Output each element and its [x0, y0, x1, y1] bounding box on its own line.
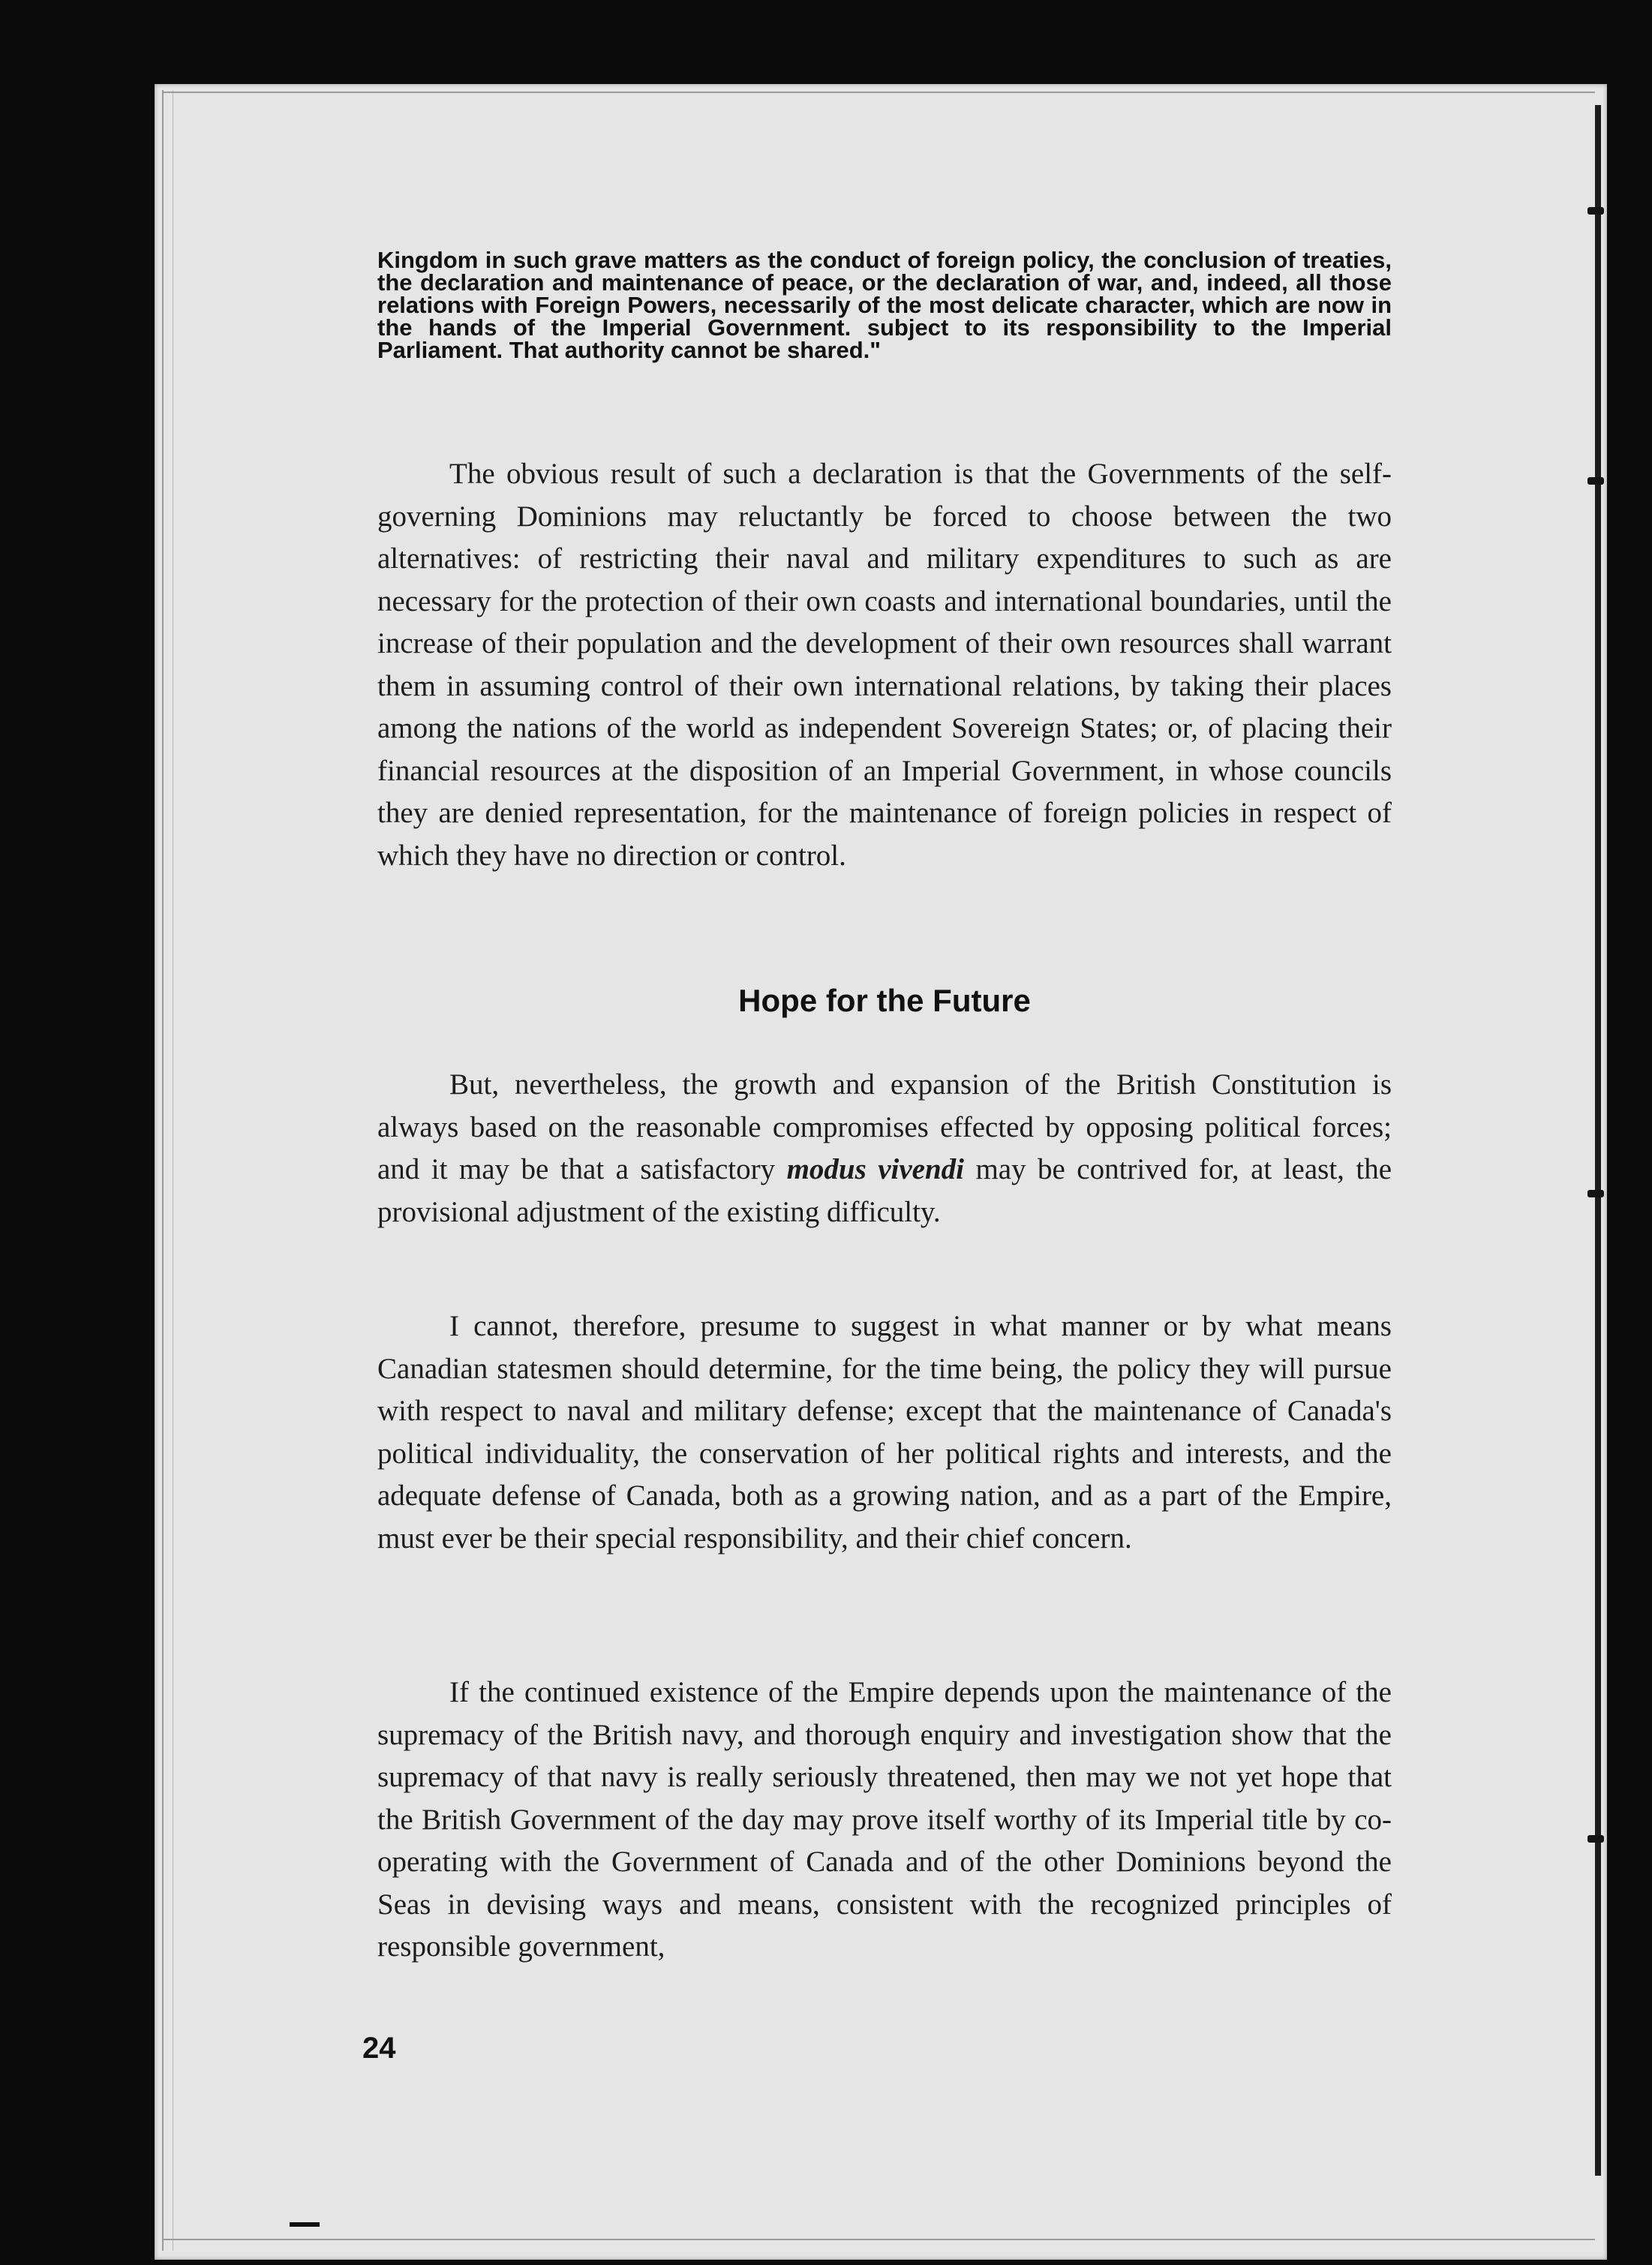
page-edge-right	[1595, 105, 1601, 2176]
scan-mark	[290, 2222, 320, 2227]
page-number: 24	[362, 2032, 396, 2065]
page-edge-bottom	[162, 2239, 1595, 2240]
binding-clip-mark	[1587, 477, 1604, 485]
paragraph-modus-vivendi	[377, 1064, 1392, 1233]
paragraph-declaration-result: The obvious result of such a declaration is that the Governments of the self-governing Dominions may reluctantly be forced to choose between the two alternatives: of restricting their naval and military expenditures to such as are necessary for the protection of their own coasts and international boundaries, until the increase of their population and the development of their own resources shall warrant them in assuming control of their own international relations, by taking their places among the nations of the world as independent Sovereign States; or, of placing their financial resources at the disposition of an Imperial Government, in whose councils they are denied representation, for the maintenance of foreign policies in respect of which they have no direction or control.	[377, 458, 1392, 872]
paragraph2-italic-phrase: modus vivendi	[786, 1153, 965, 1185]
paragraph-canadian-defense: I cannot, therefore, presume to suggest in what manner or by what means Canadian statesmen should determine, for the time being, the policy they will pursue with respect to naval and military defense; except that the maintenance of Canada's political individuality, the conservation of her political rights and interests, and the adequate defense of Canada, both as a growing nation, and as a part of the Empire, must ever be their special responsibility, and their chief concern.	[377, 1310, 1392, 1555]
page-edge-left	[162, 90, 164, 2251]
paragraph2-text-start: But, nevertheless, the growth and expansion of the British Constitution is always based on the reasonable compromises effected by opposing political forces; and it may be that a satisfactory	[377, 1068, 1392, 1185]
page-edge-top	[162, 92, 1595, 93]
paragraph2-text-end: may be contrived for, at least, the provisional adjustment of the existing difficulty.	[377, 1153, 1392, 1228]
binding-clip-mark	[1587, 1835, 1604, 1843]
binding-clip-mark	[1587, 1190, 1604, 1197]
paragraph-british-navy: If the continued existence of the Empire depends upon the maintenance of the supremacy of the British navy, and thorough enquiry and investigation show that the supremacy of that navy is really seriously threatened, then may we not yet hope that the British Government of the day may prove itself worthy of its Imperial title by co-operating with the Government of Canada and of the other Dominions beyond the Seas in devising ways and means, consistent with the recognized principles of responsible government,	[377, 1676, 1392, 1963]
quoted-passage: Kingdom in such grave matters as the conduct of foreign policy, the conclusion of treaties, the declaration and maintenance of peace, or the declaration of war, and, indeed, all those relations with Foreign Powers, necessarily of the most delicate character, which are now in the hands of the Imperial Government. subject to its responsibility to the Imperial Parliament. That authority cannot be shared."	[377, 247, 1392, 363]
binding-clip-mark	[1587, 207, 1604, 215]
section-heading: Hope for the Future	[738, 983, 1031, 1018]
